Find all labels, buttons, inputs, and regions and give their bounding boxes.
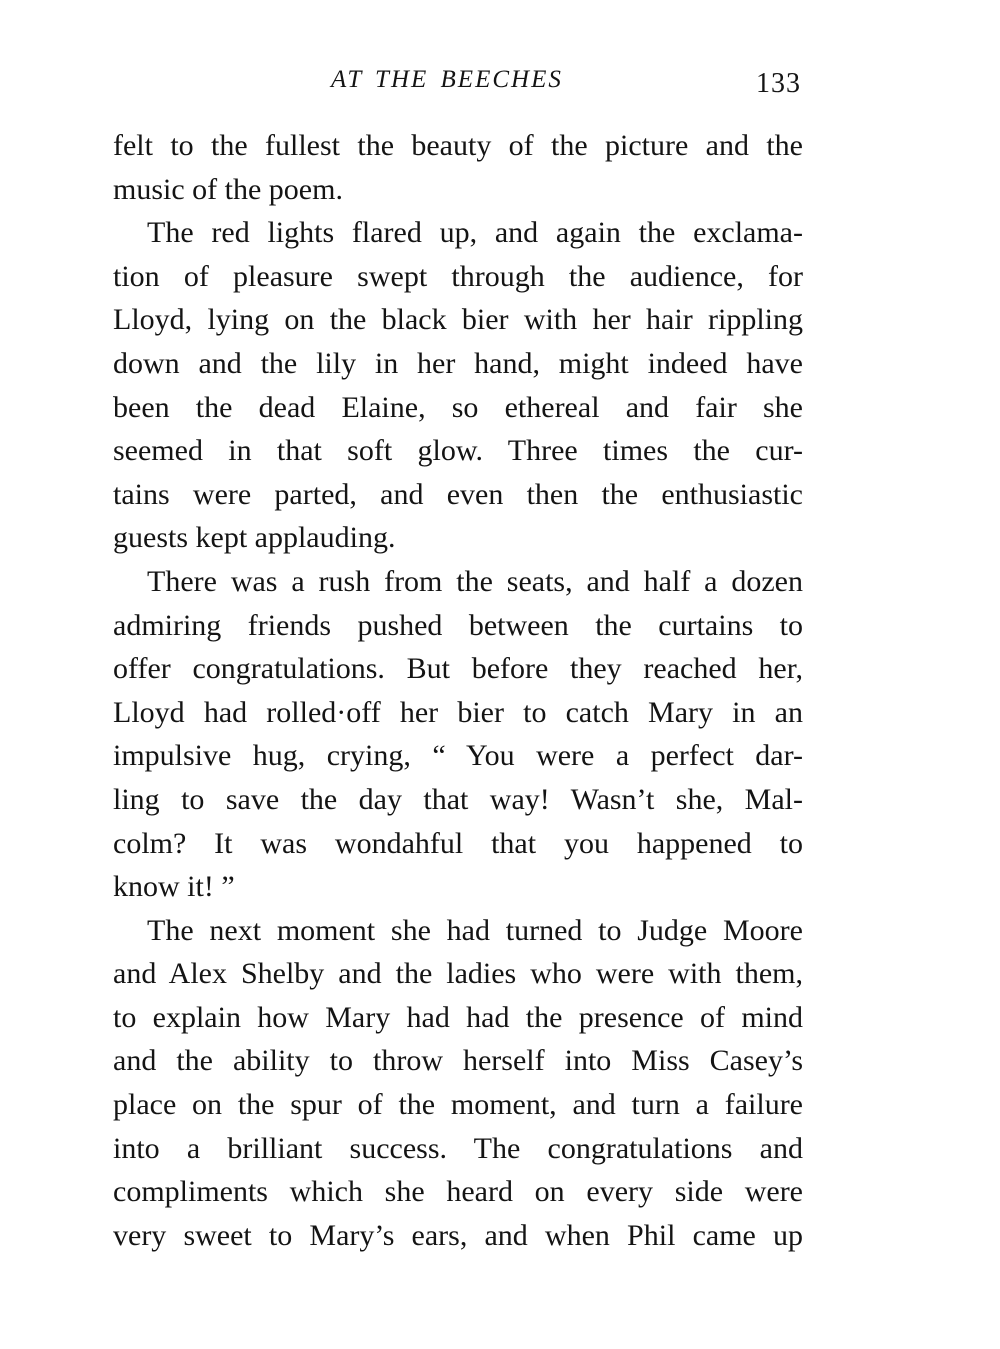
text-line: colm? It was wondahful that you happened to [113, 826, 803, 860]
body-text [113, 124, 803, 1257]
text-line: The red lights flared up, and again the exclama- [147, 216, 803, 250]
text-line: offer congratulations. But before they reached her, [113, 652, 803, 686]
text-line: admiring friends pushed between the curtains to [113, 608, 803, 642]
text-line: There was a rush from the seats, and half a dozen [147, 564, 803, 598]
text-line: tion of pleasure swept through the audience, for [113, 259, 803, 293]
text-line: been the dead Elaine, so ethereal and fair she [113, 390, 803, 424]
text-line: down and the lily in her hand, might indeed have [113, 346, 803, 380]
text-line: felt to the fullest the beauty of the picture and the [113, 129, 803, 162]
text-line: tains were parted, and even then the enthusiastic [113, 477, 803, 511]
text-line: compliments which she heard on every side were [113, 1175, 803, 1209]
text-line: into a brilliant success. The congratulations and [113, 1131, 803, 1165]
text-line: impulsive hug, crying, “ You were a perfect dar- [113, 739, 803, 773]
text-line: Lloyd, lying on the black bier with her hair rippling [113, 303, 803, 337]
text-line: ling to save the day that way! Wasn’t she, Mal- [113, 782, 803, 816]
text-line: Lloyd had rolled·off her bier to catch Mary in an [113, 695, 803, 729]
text-line: guests kept applauding. [113, 521, 396, 555]
text-line: and Alex Shelby and the ladies who were with them, [113, 957, 803, 991]
text-line: very sweet to Mary’s ears, and when Phil came up [113, 1218, 803, 1252]
running-title: AT THE BEECHES [331, 66, 563, 93]
page-header [113, 66, 803, 102]
text-line: The next moment she had turned to Judge Moore [147, 913, 803, 947]
text-line: and the ability to throw herself into Miss Casey’s [113, 1044, 803, 1078]
page-number: 133 [756, 68, 801, 99]
text-line: to explain how Mary had had the presence of mind [113, 1000, 803, 1034]
text-line: know it! ” [113, 870, 235, 904]
text-line: place on the spur of the moment, and turn a failure [113, 1088, 803, 1122]
text-line: seemed in that soft glow. Three times the cur- [113, 434, 803, 468]
text-line: music of the poem. [113, 172, 343, 206]
